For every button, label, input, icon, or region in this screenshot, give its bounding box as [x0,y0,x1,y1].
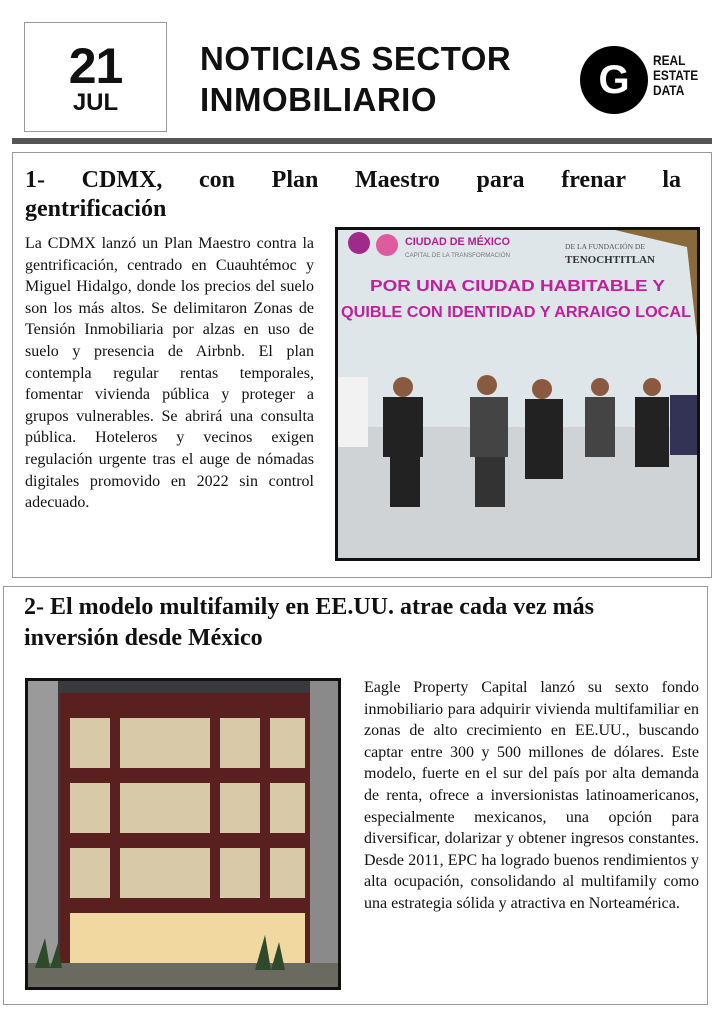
article-2-body: Eagle Property Capital lanzó su sexto fondo inmobiliario para adquirir vivienda multifamiliar en zonas de alto crecimiento en EE.UU., buscando captar entre 300 y 500 millones de dólares. Este modelo, fuerte en el sur del país por alta demanda de renta, ofrece a inversionistas latinoamericanos, especialmente mexicanos, una opción para diversificar, dolarizar y obtener ingresos constantes. Desde 2011, EPC ha logrado buenos rendimientos y alta ocupación, consolidando al multifamily como una estrategia sólida y atractiva en Norteamérica. [364,679,699,912]
article-1-title [25,166,681,224]
title-line-2: INMOBILIARIO [200,81,437,118]
title-line-1: NOTICIAS SECTOR [200,40,512,77]
photo-brand: CIUDAD DE MÉXICO [405,236,513,248]
article-2-title [24,592,704,654]
logo-icon: G [580,46,648,114]
logo-text-line: ESTATE [653,67,699,83]
date-box [24,22,167,132]
photo-anniv: DE LA FUNDACIÓN DE [565,243,645,251]
article-title-line: gentrificación [25,196,167,222]
article-1-photo [335,227,700,561]
page-title [200,38,511,120]
date-month: JUL [72,89,119,116]
article-title-line: 1- CDMX, con Plan Maestro para frenar la [25,167,681,193]
divider [12,138,712,144]
logo-text-line: REAL [653,52,686,68]
article-title-line: 2- El modelo multifamily en EE.UU. atrae cada vez más [24,594,594,620]
article-1-body: La CDMX lanzó un Plan Maestro contra la gentrificación, centrado en Cuauhtémoc y Miguel Hidalgo, donde los precios del suelo son los más altos. Se delimitaron Zonas de Tensión Inmobiliaria por alzas en uso de suelo y presencia de Airbnb. El plan contempla regular rentas temporales, fomentar vivienda pública y proteger a grupos vulnerables. Se abrirá una consulta pública. Hoteleros y vecinos exigen regulación urgente tras el auge de nómadas digitales promovido en 2022 sin control adecuado. [25,235,314,512]
logo-text [653,53,698,98]
photo-anniv-name: TENOCHTITLAN [565,254,656,266]
photo-banner-line: QUIBLE CON IDENTIDAD Y ARRAIGO LOCAL [341,304,692,321]
article-2-photo [25,678,341,990]
photo-banner-line: POR UNA CIUDAD HABITABLE Y [370,278,666,295]
photo-brand-sub: CAPITAL DE LA TRANSFORMACIÓN [405,253,507,259]
date-day: 21 [68,38,123,94]
logo-text-line: DATA [653,82,685,98]
article-title-line: inversión desde México [24,625,263,651]
